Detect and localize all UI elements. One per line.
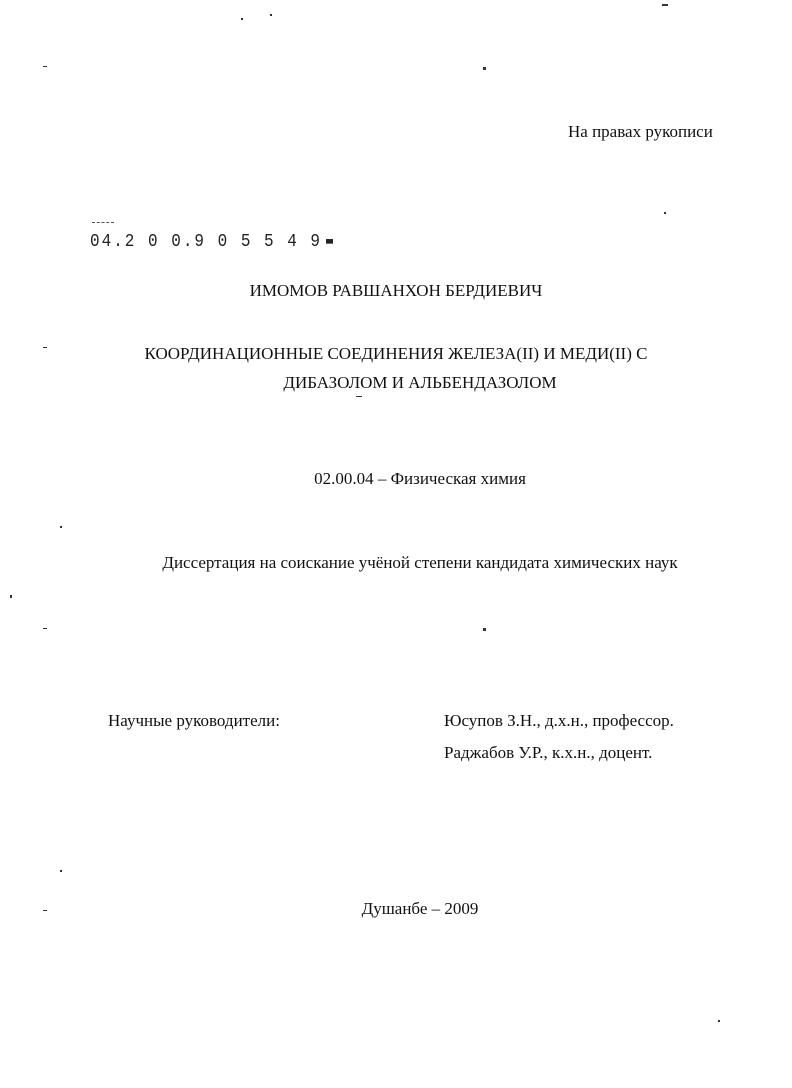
stamp-code: 04.2 0 0.9 0 5 5 4 9 [90,231,323,252]
registration-stamp [90,231,333,252]
title-line-2: ДИБАЗОЛОМ И АЛЬБЕНДАЗОЛОМ [283,373,557,392]
stamp-dash-mark [326,239,333,244]
degree-statement: Диссертация на соискание учёной степени кандидата химических наук [162,553,678,572]
scan-artifact [60,870,62,872]
scan-artifact [43,628,47,629]
scan-artifact [483,67,486,70]
place-year: Душанбе – 2009 [361,899,479,918]
scan-artifact [664,212,666,214]
scan-artifact [241,18,243,20]
supervisor-name: Раджабов У.Р., к.х.н., доцент. [444,743,653,762]
scan-artifact [270,14,272,16]
scan-artifact [43,66,47,67]
stamp-mark [92,222,114,224]
specialty: 02.00.04 – Физическая химия [314,469,526,488]
author-name: ИМОМОВ РАВШАНХОН БЕРДИЕВИЧ [249,281,543,300]
scan-artifact [718,1020,720,1022]
title-line-1: КООРДИНАЦИОННЫЕ СОЕДИНЕНИЯ ЖЕЛЕЗА(II) И МЕДИ(II) С [144,344,648,363]
supervisor-name: Юсупов З.Н., д.х.н., профессор. [444,711,674,730]
supervisors-label: Научные руководители: [108,711,280,730]
scan-artifact [356,396,362,397]
rights-note: На правах рукописи [568,122,713,141]
scan-artifact [60,526,62,528]
scan-artifact [662,4,668,6]
scan-artifact [483,628,486,631]
scan-artifact [10,595,12,598]
